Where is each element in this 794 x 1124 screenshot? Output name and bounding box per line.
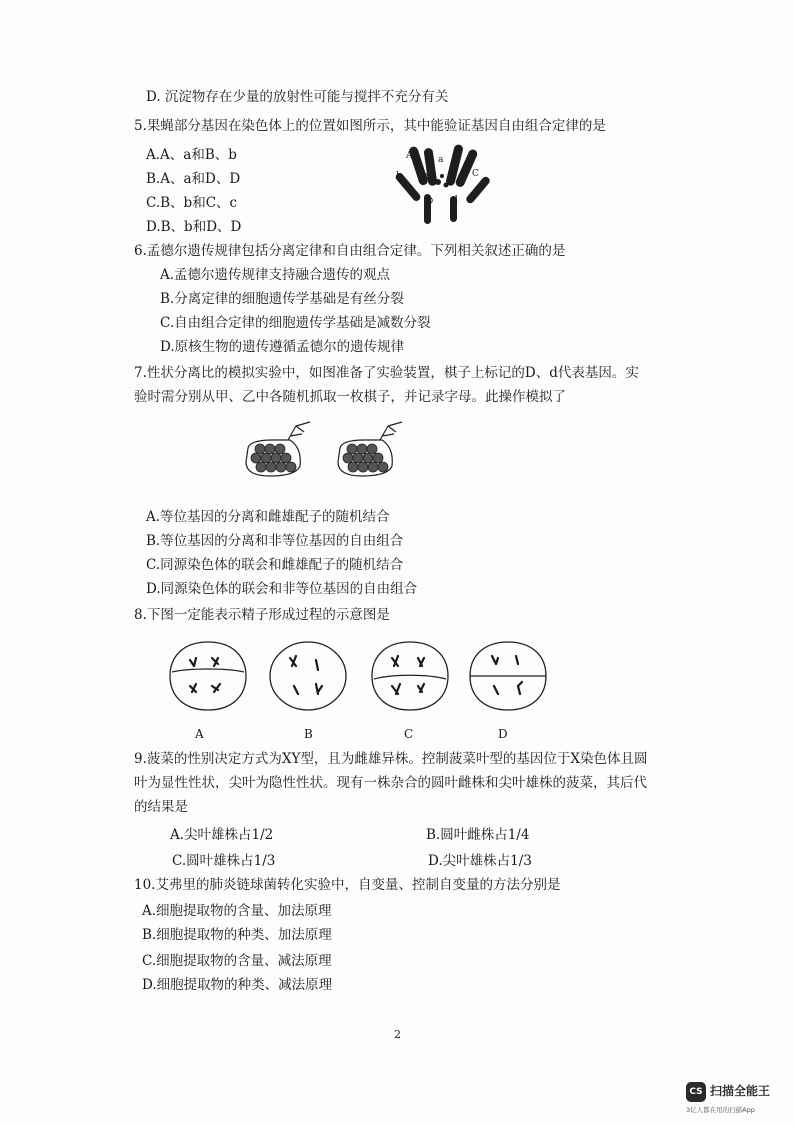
q9-option-a: A.尖叶雄株占1/2 bbox=[170, 827, 274, 843]
gene-label: C bbox=[472, 169, 479, 179]
gene-label: b bbox=[396, 171, 402, 181]
q9-stem-line2: 叶为显性性状，尖叶为隐性性状。现有一株杂合的圆叶雌株和尖叶雄株的菠菜，其后代 bbox=[134, 775, 647, 791]
cell-c bbox=[372, 642, 448, 710]
q10-option-c: C.细胞提取物的含量、减法原理 bbox=[142, 953, 332, 969]
cells-figure bbox=[160, 634, 560, 718]
q9-option-d: D.尖叶雄株占1/3 bbox=[428, 853, 532, 869]
scanner-logo-icon: CS bbox=[686, 1082, 706, 1102]
gene-label: a bbox=[438, 155, 444, 165]
q7-option-c: C.同源染色体的联会和雌雄配子的随机结合 bbox=[146, 557, 404, 573]
gene-label: A bbox=[406, 151, 413, 161]
cell-caption-b: B bbox=[304, 727, 313, 741]
gene-label: d bbox=[452, 195, 458, 205]
scanner-watermark bbox=[686, 1080, 786, 1116]
cell-caption-a: A bbox=[195, 727, 204, 741]
q6-stem: 6.孟德尔遗传规律包括分离定律和自由组合定律。下列相关叙述正确的是 bbox=[134, 243, 566, 259]
q5-stem: 5.果蝇部分基因在染色体上的位置如图所示，其中能验证基因自由组合定律的是 bbox=[134, 118, 606, 134]
bag-left bbox=[246, 422, 310, 476]
q9-option-b: B.圆叶雌株占1/4 bbox=[426, 827, 530, 843]
scanner-app-name: 扫描全能王 bbox=[710, 1084, 771, 1098]
q9-stem-line3: 的结果是 bbox=[134, 799, 188, 815]
q6-option-d: D.原核生物的遗传遵循孟德尔的遗传规律 bbox=[160, 339, 405, 355]
gene-label: D bbox=[426, 197, 434, 207]
q5-option-a: A.A、a和B、b bbox=[146, 147, 237, 163]
q5-option-b: B.A、a和D、D bbox=[146, 171, 241, 187]
q10-option-d: D.细胞提取物的种类、减法原理 bbox=[142, 977, 333, 993]
cell-caption-d: D bbox=[498, 727, 508, 741]
cell-d bbox=[470, 642, 546, 710]
q9-option-c: C.圆叶雄株占1/3 bbox=[172, 853, 276, 869]
cell-caption-c: C bbox=[404, 727, 414, 741]
q4-option-d: D. 沉淀物存在少量的放射性可能与搅拌不充分有关 bbox=[146, 89, 449, 105]
q9-stem-line1: 9.菠菜的性别决定方式为XY型，且为雌雄异株。控制菠菜叶型的基因位于X染色体且圆 bbox=[134, 751, 648, 767]
q10-stem: 10.艾弗里的肺炎链球菌转化实验中，自变量、控制自变量的方法分别是 bbox=[134, 877, 561, 893]
q10-option-a: A.细胞提取物的含量、加法原理 bbox=[142, 903, 332, 919]
chromosome-figure bbox=[390, 140, 500, 235]
q5-option-d: D.B、b和D、D bbox=[146, 219, 242, 235]
gene-label: c bbox=[460, 169, 466, 179]
cell-b bbox=[270, 642, 346, 710]
bag-right bbox=[338, 422, 402, 476]
cell-a bbox=[170, 642, 246, 710]
page-number: 2 bbox=[394, 1028, 401, 1041]
q7-stem-line2: 验时需分别从甲、乙中各随机抓取一枚棋子，并记录字母。此操作模拟了 bbox=[134, 389, 566, 405]
gene-label: B bbox=[422, 173, 429, 183]
q6-option-b: B.分离定律的细胞遗传学基础是有丝分裂 bbox=[160, 291, 404, 307]
scanner-slogan: 3亿人都在用的扫描App bbox=[686, 1106, 755, 1114]
q5-option-c: C.B、b和C、c bbox=[146, 195, 238, 211]
bags-figure bbox=[240, 418, 420, 484]
q6-option-c: C.自由组合定律的细胞遗传学基础是减数分裂 bbox=[160, 315, 431, 331]
q6-option-a: A.孟德尔遗传规律支持融合遗传的观点 bbox=[160, 267, 391, 283]
q10-option-b: B.细胞提取物的种类、加法原理 bbox=[142, 927, 332, 943]
q7-option-a: A.等位基因的分离和雌雄配子的随机结合 bbox=[146, 509, 390, 525]
q8-stem: 8.下图一定能表示精子形成过程的示意图是 bbox=[134, 607, 390, 623]
q7-option-b: B.等位基因的分离和非等位基因的自由组合 bbox=[146, 533, 404, 549]
q7-option-d: D.同源染色体的联会和非等位基因的自由组合 bbox=[146, 581, 418, 597]
q7-stem-line1: 7.性状分离比的模拟实验中，如图准备了实验装置，棋子上标记的D、d代表基因。实 bbox=[134, 365, 639, 381]
